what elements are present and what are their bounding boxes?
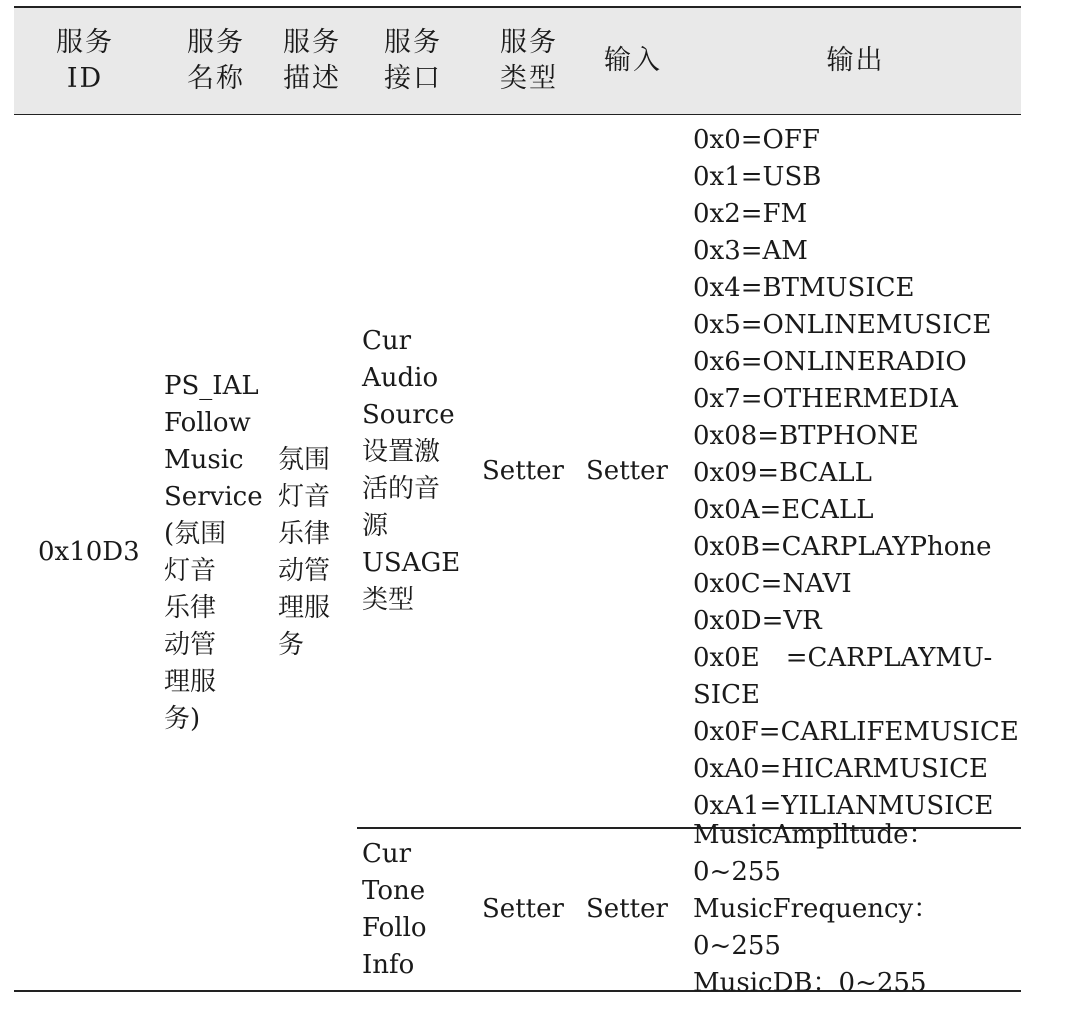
output-item: MusicFrequency：0~255	[693, 894, 940, 961]
cell-type-audio-source: Setter	[482, 455, 564, 486]
header-service-id: 服务 ID	[56, 27, 114, 94]
cell-service-name: PS_IAL Follow Music Service (氛围 灯音 乐律 动管 理服 务)	[164, 370, 263, 734]
cell-service-id: 0x10D3	[38, 537, 140, 567]
output-item: 0x7=OTHERMEDIA	[693, 384, 958, 414]
output-item: SICE	[693, 680, 760, 710]
output-item: 0x6=ONLINERADIO	[693, 347, 967, 377]
output-item: 0x2=FM	[693, 199, 808, 229]
header-service-desc: 服务 描述	[283, 27, 341, 94]
output-item: 0x0E =CARPLAYMU-	[693, 643, 993, 673]
output-item: MusicDB：0~255	[693, 968, 927, 998]
header-input: 输入	[604, 45, 662, 76]
output-item: 0x4=BTMUSICE	[693, 273, 915, 303]
header-service-interface: 服务 接口	[384, 27, 442, 94]
output-item: 0x0D=VR	[693, 606, 822, 636]
output-item: 0x1=USB	[693, 162, 822, 192]
output-item: 0xA0=HICARMUSICE	[693, 754, 988, 784]
cell-output-audio-source	[693, 122, 1021, 825]
cell-interface-tone-follow: Cur Tone Follo Info	[362, 838, 427, 980]
output-item: 0x5=ONLINEMUSICE	[693, 310, 992, 340]
cell-input-audio-source: Setter	[586, 455, 668, 486]
output-item: 0x0F=CARLIFEMUSICE	[693, 717, 1019, 747]
cell-interface-audio-source: Cur Audio Source 设置激 活的音 源 USAGE 类型	[362, 326, 461, 615]
output-item: MusicAmplltude：0~255	[693, 820, 935, 887]
cell-output-tone-follow	[693, 820, 1021, 998]
output-item: 0x0=OFF	[693, 125, 820, 155]
header-output: 输出	[826, 45, 885, 76]
output-item: 0x3=AM	[693, 236, 808, 266]
cell-service-desc: 氛围 灯音 乐律 动管 理服 务	[278, 444, 331, 660]
output-item: 0x09=BCALL	[693, 458, 872, 488]
cell-type-tone-follow: Setter	[482, 894, 564, 924]
header-service-name: 服务 名称	[187, 27, 245, 94]
cell-input-tone-follow: Setter	[586, 894, 668, 924]
output-item: 0x08=BTPHONE	[693, 421, 919, 451]
output-item: 0x0C=NAVI	[693, 569, 852, 599]
output-item: 0x0B=CARPLAYPhone	[693, 532, 992, 562]
output-item: 0x0A=ECALL	[693, 495, 874, 525]
header-service-type: 服务 类型	[500, 27, 558, 94]
output-item: 0xA1=YILIANMUSICE	[693, 791, 994, 821]
